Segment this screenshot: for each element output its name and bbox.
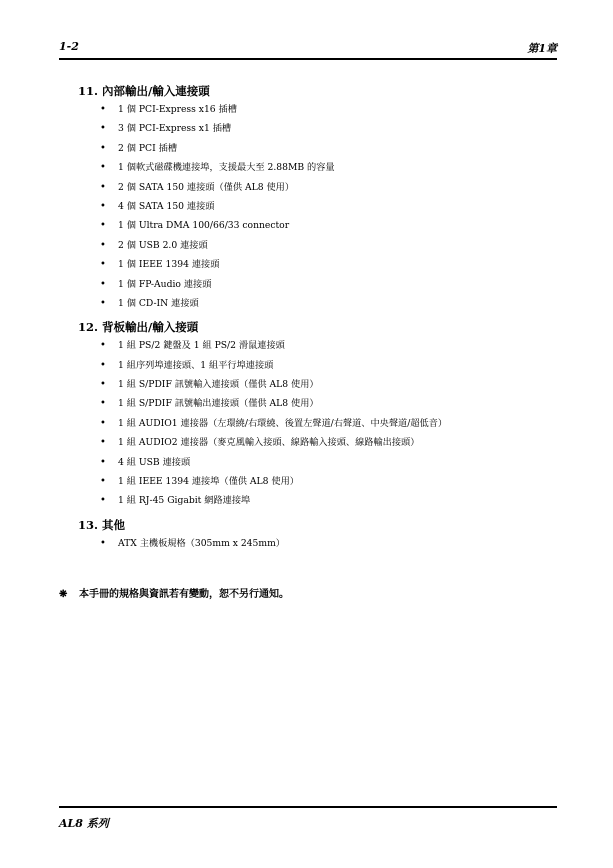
list-item: • 3 個 PCI-Express x1 插槽: [78, 119, 558, 138]
list-item: • 4 個 SATA 150 連接頭: [78, 197, 558, 216]
series-label: AL8 系列: [59, 817, 109, 830]
asterism-icon: ❋: [59, 589, 68, 600]
section-title: 11. 內部輸出/輸入連接頭: [78, 84, 210, 98]
spec-list: [78, 336, 558, 511]
section-title: 13. 其他: [78, 517, 126, 532]
spec-list: [78, 534, 558, 553]
page-footer: [59, 806, 557, 830]
list-item: • 1 組 AUDIO1 連接器（左環繞/右環繞、後置左聲道/右聲道、中央聲道/超低音）: [78, 414, 558, 433]
note-text: 本手冊的規格與資訊若有變動，恕不另行通知。: [79, 589, 289, 600]
list-item: • 1 個 IEEE 1394 連接頭: [78, 255, 558, 274]
section-internal-connectors: [78, 83, 558, 313]
list-item: • 1 個 PCI-Express x16 插槽: [78, 100, 558, 119]
page-number: 1-2: [59, 40, 79, 53]
list-item: • 2 個 PCI 插槽: [78, 139, 558, 158]
page-header: [59, 38, 557, 60]
section-title: 12. 背板輸出/輸入接頭: [78, 320, 199, 335]
list-item: • ATX 主機板規格（305mm x 245mm）: [78, 534, 558, 553]
chapter-label: 第1章: [527, 42, 557, 55]
list-item: • 1 個 Ultra DMA 100/66/33 connector: [78, 216, 558, 235]
list-item: • 1 個軟式磁碟機連接埠，支援最大至 2.88MB 的容量: [78, 158, 558, 177]
list-item: • 1 組 PS/2 鍵盤及 1 組 PS/2 滑鼠連接頭: [78, 336, 558, 355]
list-item: • 1 組 S/PDIF 訊號輸入連接頭（僅供 AL8 使用）: [78, 375, 558, 394]
list-item: • 4 組 USB 連接頭: [78, 453, 558, 472]
list-item: • 1 組 IEEE 1394 連接埠（僅供 AL8 使用）: [78, 472, 558, 491]
section-other: [78, 517, 558, 553]
list-item: • 2 個 SATA 150 連接頭（僅供 AL8 使用）: [78, 178, 558, 197]
list-item: • 2 個 USB 2.0 連接頭: [78, 236, 558, 255]
list-item: • 1 組 AUDIO2 連接器（麥克風輸入接頭、線路輸入接頭、線路輸出接頭）: [78, 433, 558, 452]
section-back-panel: [78, 319, 558, 511]
list-item: • 1 組 S/PDIF 訊號輸出連接頭（僅供 AL8 使用）: [78, 394, 558, 413]
spec-content: [78, 83, 558, 559]
spec-list: [78, 100, 558, 313]
list-item: • 1 個 CD-IN 連接頭: [78, 294, 558, 313]
list-item: • 1 組 RJ-45 Gigabit 網路連接埠: [78, 491, 558, 510]
disclaimer-note: [59, 585, 289, 600]
list-item: • 1 個 FP-Audio 連接頭: [78, 275, 558, 294]
list-item: • 1 組序列埠連接頭、1 組平行埠連接頭: [78, 356, 558, 375]
